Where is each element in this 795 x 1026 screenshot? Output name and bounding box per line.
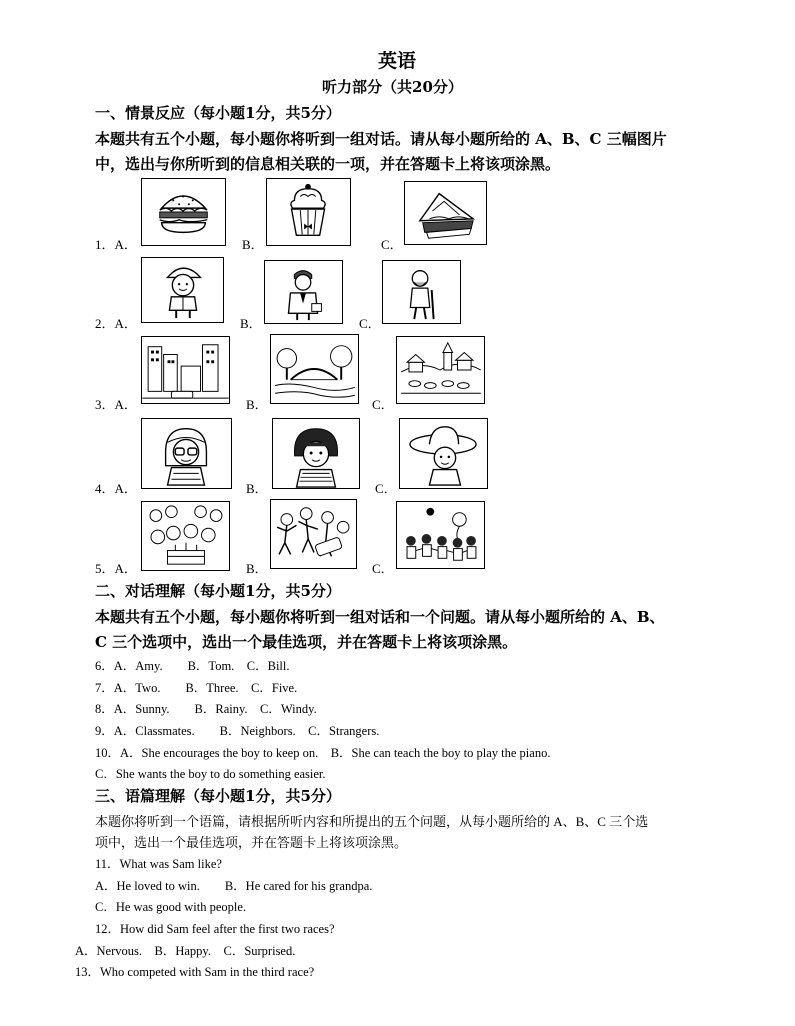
section3-instruction-2: 项中，选出一个最佳选项，并在答题卡上将该项涂黑。 <box>95 835 408 850</box>
question-10-option-c: C．She wants the boy to do something easier. <box>95 767 326 781</box>
q2-label-c: C． <box>359 316 381 331</box>
countryside-icon[interactable] <box>396 336 485 404</box>
q2-label-b: B． <box>240 316 262 331</box>
page-title: 英语 <box>378 50 417 72</box>
q4-label-a: 4．A． <box>95 481 137 496</box>
question-9: 9．A．Classmates. B．Neighbors. C．Strangers. <box>95 724 380 738</box>
question-12: 12．How did Sam feel after the first two races? <box>95 922 335 936</box>
question-11: 11．What was Sam like? <box>95 857 222 871</box>
question-10: 10．A．She encourages the boy to keep on. B．She can teach the boy to play the piano. <box>95 746 551 760</box>
q4-label-b: B． <box>246 481 268 496</box>
girl-short-hair-icon[interactable] <box>272 418 360 489</box>
q2-label-a: 2．A． <box>95 316 137 331</box>
question-13: 13．Who competed with Sam in the third race? <box>75 965 315 979</box>
children-balloons-icon[interactable] <box>396 501 485 569</box>
q1-label-b: B． <box>242 237 264 252</box>
question-8: 8．A．Sunny. B．Rainy. C．Windy. <box>95 702 317 716</box>
page-subtitle: 听力部分（共20分） <box>322 78 463 96</box>
park-bridge-icon[interactable] <box>270 334 359 404</box>
boy-icon[interactable] <box>141 257 224 323</box>
q1-label-a: 1．A． <box>95 237 137 252</box>
section1-instruction-2: 中，选出与你所听到的信息相关联的一项，并在答题卡上将该项涂黑。 <box>95 155 561 173</box>
question-12-options: A．Nervous. B．Happy. C．Surprised. <box>75 944 296 958</box>
question-11-options-ab: A．He loved to win. B．He cared for his grandpa. <box>95 879 373 893</box>
dancing-party-icon[interactable] <box>270 499 357 569</box>
section3-instruction-1: 本题你将听到一个语篇，请根据所听内容和所提出的五个问题，从每小题所给的 A、B、C 三个选 <box>95 814 649 829</box>
q5-label-b: B． <box>246 561 268 576</box>
q3-label-a: 3．A． <box>95 397 137 412</box>
hamburger-icon[interactable] <box>141 178 226 246</box>
girl-sunhat-icon[interactable] <box>399 418 488 489</box>
old-man-icon[interactable] <box>382 260 461 324</box>
girl-glasses-icon[interactable] <box>141 418 232 489</box>
city-icon[interactable] <box>141 336 230 404</box>
section3-heading: 三、语篇理解（每小题1分，共5分） <box>95 787 341 805</box>
question-7: 7．A．Two. B．Three. C．Five. <box>95 681 298 695</box>
cupcake-icon[interactable] <box>266 178 351 246</box>
question-11-option-c: C．He was good with people. <box>95 900 247 914</box>
q4-label-c: C． <box>375 481 397 496</box>
section1-heading: 一、情景反应（每小题1分，共5分） <box>95 104 341 122</box>
q1-label-c: C． <box>381 237 403 252</box>
section2-instruction-2: C 三个选项中，选出一个最佳选项，并在答题卡上将该项涂黑。 <box>95 633 518 651</box>
question-6: 6．A．Amy. B．Tom. C．Bill. <box>95 659 290 673</box>
q3-label-b: B． <box>246 397 268 412</box>
section2-instruction-1: 本题共有五个小题，每小题你将听到一组对话和一个问题。请从每小题所给的 A、B、 <box>95 608 665 626</box>
q5-label-c: C． <box>372 561 394 576</box>
section1-instruction-1: 本题共有五个小题，每小题你将听到一组对话。请从每小题所给的 A、B、C 三幅图片 <box>95 130 667 148</box>
q3-label-c: C． <box>372 397 394 412</box>
section2-heading: 二、对话理解（每小题1分，共5分） <box>95 582 341 600</box>
businessman-icon[interactable] <box>264 260 343 324</box>
birthday-party-icon[interactable] <box>141 501 230 571</box>
sandwich-icon[interactable] <box>404 181 487 245</box>
q5-label-a: 5．A． <box>95 561 137 576</box>
